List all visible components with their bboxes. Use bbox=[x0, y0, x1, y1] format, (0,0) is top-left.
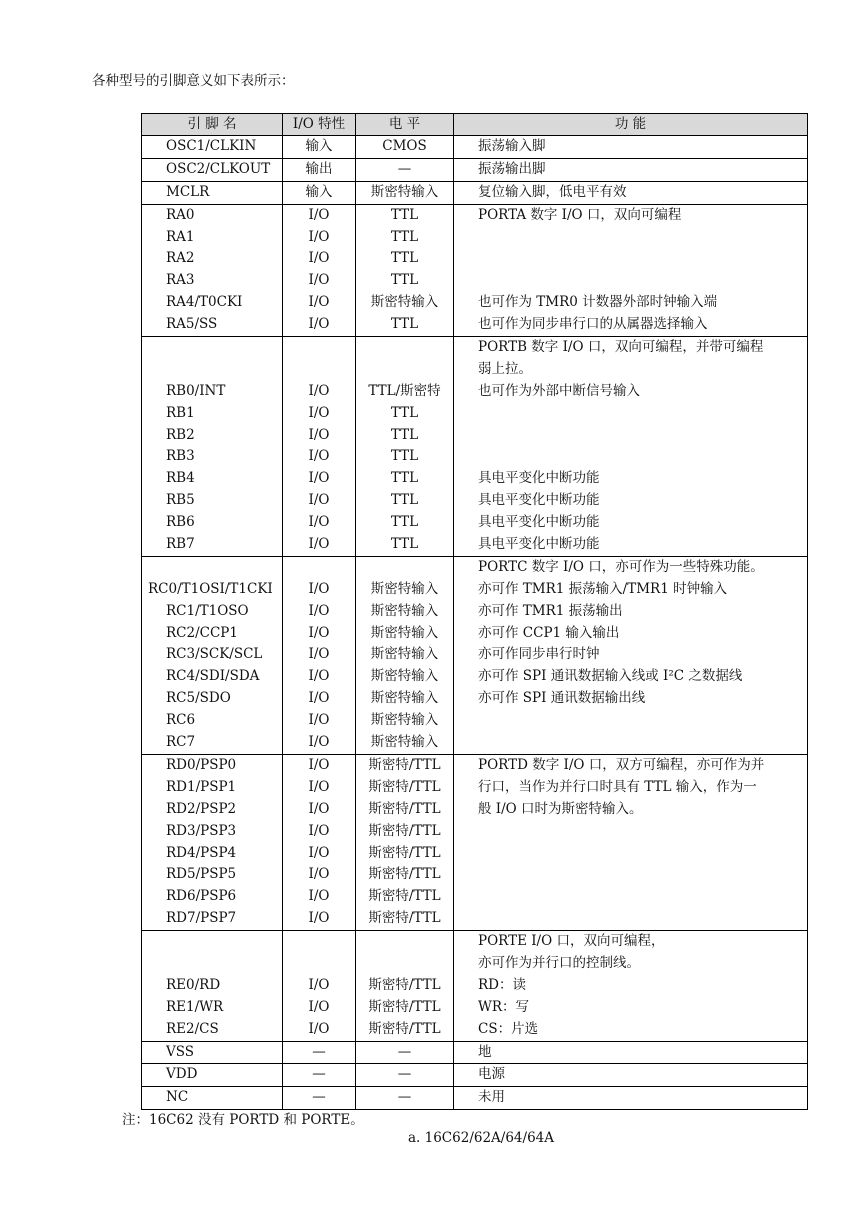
cell-line bbox=[454, 821, 807, 843]
pin-name-cell bbox=[142, 204, 283, 336]
cell-line: 输入 bbox=[305, 138, 333, 154]
cell-line: 输入 bbox=[305, 183, 333, 200]
cell-line: OSC1/CLKIN bbox=[166, 138, 257, 154]
function-cell bbox=[454, 136, 808, 159]
pin-name-cell bbox=[142, 1064, 283, 1087]
pin-name-cell bbox=[142, 931, 283, 1041]
cell-line: 亦可作 SPI 通讯数据输出线 bbox=[478, 690, 646, 707]
cell-line: I/O bbox=[308, 910, 330, 927]
cell-line bbox=[454, 886, 807, 908]
cell-line: I/O bbox=[308, 580, 330, 597]
function-cell bbox=[454, 337, 808, 557]
level-cell bbox=[356, 1087, 454, 1110]
cell-line: 亦可作 TMR1 振荡输入/TMR1 时钟输入 bbox=[478, 580, 728, 597]
cell-line: 斯密特/TTL bbox=[368, 800, 441, 817]
cell-line: I/O bbox=[308, 426, 330, 443]
cell-line bbox=[283, 931, 355, 953]
level-cell bbox=[356, 1041, 454, 1064]
cell-line: — bbox=[397, 160, 412, 177]
cell-line: I/O bbox=[308, 976, 330, 993]
cell-line: 斯密特输入 bbox=[370, 294, 439, 311]
cell-line: I/O bbox=[308, 382, 330, 399]
pin-name-cell bbox=[142, 1087, 283, 1110]
cell-line: TTL bbox=[390, 228, 419, 245]
cell-line: RB0/INT bbox=[166, 382, 226, 399]
io-cell bbox=[283, 158, 356, 181]
level-cell bbox=[356, 181, 454, 204]
cell-line bbox=[454, 864, 807, 886]
cell-line: RA1 bbox=[166, 228, 195, 245]
cell-line: 斯密特输入 bbox=[370, 668, 439, 685]
cell-line: TTL bbox=[390, 470, 419, 487]
cell-line: TTL bbox=[390, 250, 419, 267]
cell-line: 斯密特/TTL bbox=[368, 910, 441, 927]
cell-line: RC7 bbox=[166, 734, 196, 751]
function-cell bbox=[454, 556, 808, 754]
function-cell bbox=[454, 204, 808, 336]
cell-line: RA2 bbox=[166, 250, 195, 267]
cell-line: TTL bbox=[390, 272, 419, 289]
cell-line: RB1 bbox=[166, 404, 195, 421]
cell-line: PORTD 数字 I/O 口，双方可编程，亦可作为并 bbox=[478, 756, 765, 773]
cell-line: I/O bbox=[308, 536, 330, 553]
cell-line: PORTA 数字 I/O 口，双向可编程 bbox=[478, 206, 682, 223]
table-row bbox=[142, 181, 808, 204]
cell-line: PORTB 数字 I/O 口，双向可编程，并带可编程 bbox=[478, 339, 764, 356]
cell-line: 斯密特/TTL bbox=[368, 976, 441, 993]
cell-line: RE2/CS bbox=[166, 1020, 219, 1037]
io-cell bbox=[283, 754, 356, 930]
cell-line bbox=[283, 557, 355, 579]
cell-line: 亦可作 TMR1 振荡输出 bbox=[478, 602, 623, 619]
cell-line: 斯密特输入 bbox=[370, 712, 439, 729]
cell-line: TTL bbox=[390, 448, 419, 465]
table-row bbox=[142, 1087, 808, 1110]
cell-line: I/O bbox=[308, 646, 330, 663]
table-row bbox=[142, 337, 808, 557]
cell-line: RB2 bbox=[166, 426, 195, 443]
cell-line bbox=[142, 359, 282, 381]
pin-table-body bbox=[142, 136, 808, 1110]
cell-line: 斯密特/TTL bbox=[368, 866, 441, 883]
function-cell bbox=[454, 1087, 808, 1110]
cell-line: RB6 bbox=[166, 514, 195, 531]
io-cell bbox=[283, 204, 356, 336]
cell-line: 振荡输入脚 bbox=[478, 138, 546, 154]
level-cell bbox=[356, 158, 454, 181]
level-cell bbox=[356, 1064, 454, 1087]
cell-line: RD3/PSP3 bbox=[166, 822, 237, 839]
cell-line: TTL bbox=[390, 492, 419, 509]
cell-line: 具电平变化中断功能 bbox=[478, 514, 600, 531]
pin-name-cell bbox=[142, 158, 283, 181]
cell-line: — bbox=[397, 1089, 412, 1106]
cell-line: I/O bbox=[308, 690, 330, 707]
cell-line: I/O bbox=[308, 206, 330, 223]
level-cell bbox=[356, 556, 454, 754]
cell-line: RB7 bbox=[166, 536, 195, 553]
cell-line bbox=[356, 557, 453, 579]
function-cell bbox=[454, 181, 808, 204]
table-row bbox=[142, 556, 808, 754]
table-row bbox=[142, 158, 808, 181]
cell-line: I/O bbox=[308, 998, 330, 1015]
cell-line: 斯密特/TTL bbox=[368, 822, 441, 839]
cell-line: 斯密特输入 bbox=[370, 624, 439, 641]
pin-name-cell bbox=[142, 136, 283, 159]
cell-line: I/O bbox=[308, 734, 330, 751]
cell-line: 斯密特/TTL bbox=[368, 1020, 441, 1037]
cell-line: RC1/T1OSO bbox=[166, 602, 249, 619]
cell-line: CS：片选 bbox=[478, 1020, 539, 1037]
header-level: 电 平 bbox=[356, 114, 454, 136]
cell-line bbox=[283, 359, 355, 381]
cell-line: I/O bbox=[308, 492, 330, 509]
pin-name-cell bbox=[142, 181, 283, 204]
cell-line: RD1/PSP1 bbox=[166, 778, 237, 795]
pin-name-cell bbox=[142, 337, 283, 557]
table-row bbox=[142, 1041, 808, 1064]
cell-line: 斯密特/TTL bbox=[368, 844, 441, 861]
cell-line bbox=[142, 953, 282, 975]
cell-line: I/O bbox=[308, 272, 330, 289]
cell-line: I/O bbox=[308, 778, 330, 795]
cell-line: TTL bbox=[390, 514, 419, 531]
cell-line: 具电平变化中断功能 bbox=[478, 536, 600, 553]
cell-line bbox=[454, 227, 807, 249]
cell-line: 斯密特输入 bbox=[370, 734, 439, 751]
cell-line: RB4 bbox=[166, 470, 195, 487]
io-cell bbox=[283, 337, 356, 557]
io-cell bbox=[283, 931, 356, 1041]
pin-name-cell bbox=[142, 1041, 283, 1064]
cell-line: 具电平变化中断功能 bbox=[478, 470, 600, 487]
cell-line: RC5/SDO bbox=[166, 690, 231, 707]
cell-line: RD4/PSP4 bbox=[166, 844, 237, 861]
cell-line: VSS bbox=[166, 1043, 195, 1060]
table-row bbox=[142, 931, 808, 1041]
cell-line: RD2/PSP2 bbox=[166, 800, 237, 817]
io-cell bbox=[283, 1064, 356, 1087]
cell-line bbox=[454, 425, 807, 447]
cell-line bbox=[454, 732, 807, 754]
cell-line: 具电平变化中断功能 bbox=[478, 492, 600, 509]
cell-line: 斯密特输入 bbox=[370, 580, 439, 597]
cell-line: 斯密特输入 bbox=[370, 183, 439, 200]
function-cell bbox=[454, 1041, 808, 1064]
cell-line: I/O bbox=[308, 470, 330, 487]
level-cell bbox=[356, 337, 454, 557]
cell-line: I/O bbox=[308, 448, 330, 465]
cell-line: 也可作为 TMR0 计数器外部时钟输入端 bbox=[478, 294, 718, 311]
cell-line: 未用 bbox=[478, 1089, 505, 1106]
cell-line: TTL bbox=[390, 404, 419, 421]
cell-line: 弱上拉。 bbox=[478, 360, 532, 377]
function-cell bbox=[454, 158, 808, 181]
cell-line: MCLR bbox=[166, 183, 210, 200]
cell-line bbox=[454, 248, 807, 270]
cell-line: 亦可作同步串行时钟 bbox=[478, 646, 600, 663]
cell-line: — bbox=[397, 1066, 412, 1083]
cell-line: RA5/SS bbox=[166, 316, 218, 333]
cell-line: I/O bbox=[308, 888, 330, 905]
cell-line: 般 I/O 口时为斯密特输入。 bbox=[478, 800, 643, 817]
cell-line: PORTE I/O 口，双向可编程， bbox=[478, 933, 665, 950]
intro-text: 各种型号的引脚意义如下表所示： bbox=[92, 73, 295, 89]
cell-line: PORTC 数字 I/O 口，亦可作为一些特殊功能。 bbox=[478, 558, 764, 575]
table-row bbox=[142, 204, 808, 336]
cell-line bbox=[142, 931, 282, 953]
cell-line: 亦可作 SPI 通讯数据输入线或 I²C 之数据线 bbox=[478, 668, 743, 685]
header-pin-name: 引 脚 名 bbox=[142, 114, 283, 136]
cell-line: RA3 bbox=[166, 272, 195, 289]
cell-line: TTL bbox=[390, 426, 419, 443]
cell-line: I/O bbox=[308, 800, 330, 817]
cell-line: I/O bbox=[308, 316, 330, 333]
cell-line: I/O bbox=[308, 602, 330, 619]
table-row bbox=[142, 136, 808, 159]
cell-line: TTL bbox=[390, 206, 419, 223]
header-io: I/O 特性 bbox=[283, 114, 356, 136]
function-cell bbox=[454, 754, 808, 930]
cell-line bbox=[454, 403, 807, 425]
table-note: 注：16C62 没有 PORTD 和 PORTE。 bbox=[122, 1112, 364, 1128]
io-cell bbox=[283, 1041, 356, 1064]
cell-line: I/O bbox=[308, 404, 330, 421]
cell-line bbox=[283, 953, 355, 975]
cell-line: WR：写 bbox=[478, 998, 530, 1015]
cell-line: I/O bbox=[308, 294, 330, 311]
cell-line: RA4/T0CKI bbox=[166, 294, 243, 311]
cell-line: RC2/CCP1 bbox=[166, 624, 238, 641]
cell-line: I/O bbox=[308, 514, 330, 531]
table-row bbox=[142, 1064, 808, 1087]
io-cell bbox=[283, 556, 356, 754]
table-caption: a. 16C62/62A/64/64A bbox=[408, 1130, 554, 1146]
cell-line: 亦可作 CCP1 输入输出 bbox=[478, 624, 620, 641]
cell-line: RC4/SDI/SDA bbox=[166, 668, 260, 685]
io-cell bbox=[283, 181, 356, 204]
cell-line: I/O bbox=[308, 712, 330, 729]
level-cell bbox=[356, 931, 454, 1041]
cell-line: I/O bbox=[308, 668, 330, 685]
function-cell bbox=[454, 931, 808, 1041]
cell-line: 振荡输出脚 bbox=[478, 160, 546, 177]
cell-line: OSC2/CLKOUT bbox=[166, 160, 271, 177]
cell-line: 复位输入脚，低电平有效 bbox=[478, 183, 627, 200]
cell-line bbox=[142, 337, 282, 359]
level-cell bbox=[356, 136, 454, 159]
pin-table bbox=[141, 113, 808, 1110]
cell-line: RC6 bbox=[166, 712, 196, 729]
cell-line: I/O bbox=[308, 1020, 330, 1037]
cell-line: 斯密特/TTL bbox=[368, 998, 441, 1015]
cell-line bbox=[454, 446, 807, 468]
cell-line bbox=[454, 843, 807, 865]
cell-line: NC bbox=[166, 1089, 189, 1106]
cell-line: RD5/PSP5 bbox=[166, 866, 237, 883]
header-function: 功 能 bbox=[454, 114, 808, 136]
cell-line: TTL bbox=[390, 316, 419, 333]
function-cell bbox=[454, 1064, 808, 1087]
cell-line: 也可作为外部中断信号输入 bbox=[478, 382, 640, 399]
cell-line: RC0/T1OSI/T1CKI bbox=[148, 580, 273, 597]
cell-line: — bbox=[312, 1089, 326, 1106]
cell-line: RD0/PSP0 bbox=[166, 756, 237, 773]
cell-line: 地 bbox=[478, 1043, 492, 1060]
cell-line: RC3/SCK/SCL bbox=[166, 646, 263, 663]
level-cell bbox=[356, 754, 454, 930]
cell-line: 输出 bbox=[305, 160, 333, 177]
cell-line: I/O bbox=[308, 250, 330, 267]
cell-line: I/O bbox=[308, 844, 330, 861]
io-cell bbox=[283, 1087, 356, 1110]
cell-line: 斯密特/TTL bbox=[368, 756, 441, 773]
table-row bbox=[142, 754, 808, 930]
cell-line: CMOS bbox=[382, 138, 427, 154]
cell-line: RB5 bbox=[166, 492, 195, 509]
cell-line: RA0 bbox=[166, 206, 195, 223]
level-cell bbox=[356, 204, 454, 336]
cell-line: RE0/RD bbox=[166, 976, 221, 993]
cell-line bbox=[142, 557, 282, 579]
cell-line: — bbox=[397, 1043, 412, 1060]
cell-line: 斯密特/TTL bbox=[368, 778, 441, 795]
cell-line: I/O bbox=[308, 624, 330, 641]
cell-line: I/O bbox=[308, 822, 330, 839]
cell-line: RD6/PSP6 bbox=[166, 888, 237, 905]
pin-name-cell bbox=[142, 754, 283, 930]
cell-line: I/O bbox=[308, 228, 330, 245]
cell-line: 也可作为同步串行口的从属器选择输入 bbox=[478, 316, 708, 333]
cell-line bbox=[283, 337, 355, 359]
header-row bbox=[142, 114, 808, 136]
cell-line: 斯密特输入 bbox=[370, 690, 439, 707]
cell-line: RE1/WR bbox=[166, 998, 224, 1015]
cell-line: RD7/PSP7 bbox=[166, 910, 237, 927]
cell-line bbox=[454, 908, 807, 930]
cell-line: 斯密特/TTL bbox=[368, 888, 441, 905]
cell-line: — bbox=[312, 1066, 326, 1083]
cell-line: I/O bbox=[308, 866, 330, 883]
cell-line: RD：读 bbox=[478, 976, 526, 993]
cell-line bbox=[454, 270, 807, 292]
cell-line bbox=[454, 710, 807, 732]
cell-line: I/O bbox=[308, 756, 330, 773]
cell-line: TTL bbox=[390, 536, 419, 553]
cell-line: 亦可作为并行口的控制线。 bbox=[478, 954, 640, 971]
cell-line bbox=[356, 953, 453, 975]
cell-line: RB3 bbox=[166, 448, 195, 465]
cell-line: 电源 bbox=[478, 1066, 505, 1083]
cell-line: 行口，当作为并行口时具有 TTL 输入，作为一 bbox=[478, 778, 757, 795]
cell-line: 斯密特输入 bbox=[370, 646, 439, 663]
cell-line: 斯密特输入 bbox=[370, 602, 439, 619]
pin-name-cell bbox=[142, 556, 283, 754]
cell-line: — bbox=[312, 1043, 326, 1060]
cell-line bbox=[356, 931, 453, 953]
cell-line: VDD bbox=[166, 1066, 198, 1083]
cell-line: TTL/斯密特 bbox=[368, 382, 441, 399]
io-cell bbox=[283, 136, 356, 159]
cell-line bbox=[356, 359, 453, 381]
cell-line bbox=[356, 337, 453, 359]
